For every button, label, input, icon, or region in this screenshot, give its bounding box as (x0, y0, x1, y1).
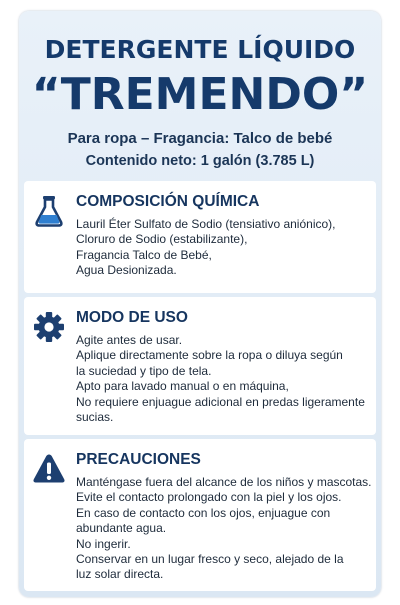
net-content: Contenido neto: 1 galón (3.785 L) (85, 153, 315, 169)
precautions-line: abundante agua. (76, 521, 167, 536)
usage-line: sucias. (76, 410, 114, 425)
composition-text (76, 217, 372, 279)
usage-text (76, 333, 372, 425)
label-header (19, 11, 381, 179)
composition-line: Cloruro de Sodio (estabilizante), (76, 232, 248, 247)
gear-icon (32, 310, 66, 344)
composition-title: COMPOSICIÓN QUÍMICA (76, 193, 260, 210)
precautions-line: Manténgase fuera del alcance de los niños y mascotas. (76, 475, 372, 489)
composition-line: Lauril Éter Sulfato de Sodio (tensiativo aniónico), (76, 217, 336, 231)
precautions-title: PRECAUCIONES (76, 451, 201, 468)
precautions-line: No ingerir. (76, 536, 131, 551)
product-subtitle: Para ropa – Fragancia: Talco de bebé (67, 130, 333, 147)
product-label (19, 11, 381, 597)
precautions-line: En caso de contacto con los ojos, enjuague con (76, 505, 331, 520)
composition-section (24, 181, 376, 293)
composition-line: Fragancia Talco de Bebé, (76, 247, 212, 262)
brand-name: “TREMENDO” (31, 69, 369, 120)
composition-line: Agua Desionizada. (76, 263, 177, 278)
precautions-line: luz solar directa. (76, 567, 164, 582)
precautions-line: Evite el contacto prolongado con la piel y los ojos. (76, 490, 342, 505)
usage-line: la suciedad y tipo de tela. (76, 363, 212, 378)
usage-line: Agite antes de usar. (76, 333, 183, 347)
product-type-title: DETERGENTE LÍQUIDO (44, 35, 356, 64)
precautions-section (24, 439, 376, 591)
flask-icon (32, 194, 66, 228)
usage-section (24, 297, 376, 435)
usage-line: Aplique directamente sobre la ropa o diluya según (76, 348, 343, 363)
usage-line: No requiere enjuague adicional en predas ligeramente (76, 394, 365, 409)
precautions-line: Conservar en un lugar fresco y seco, alejado de la (76, 552, 344, 567)
usage-title: MODO DE USO (76, 309, 188, 326)
warning-icon (32, 452, 66, 486)
usage-line: Apto para lavado manual o en máquina, (76, 379, 289, 394)
precautions-text (76, 475, 372, 583)
